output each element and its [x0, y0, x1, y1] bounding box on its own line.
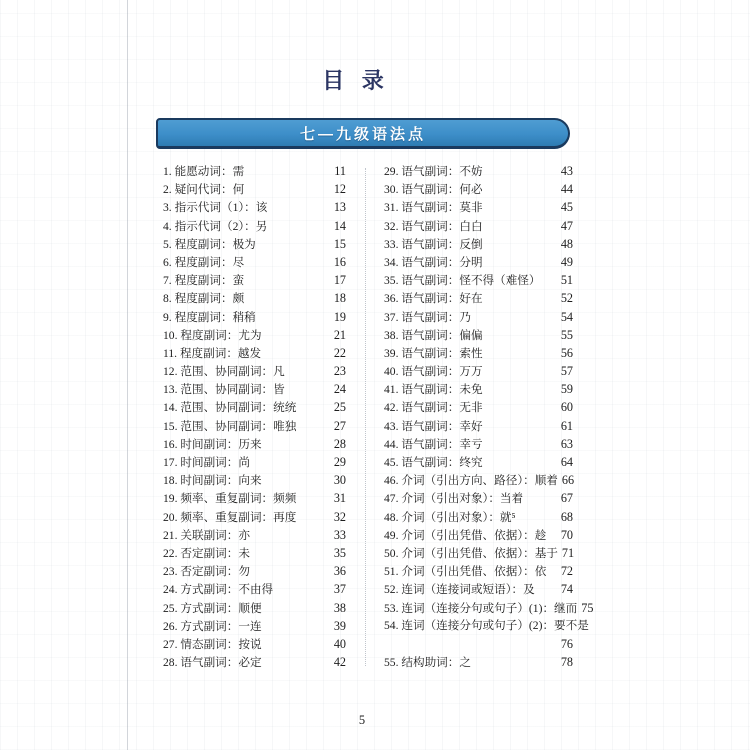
section-banner: [156, 118, 570, 149]
toc-entry: [384, 526, 573, 544]
toc-entry: [384, 162, 573, 180]
toc-entry-label: 27. 情态副词：按说: [163, 637, 262, 651]
toc-entry: [384, 253, 573, 271]
toc-entry-label: 5. 程度副词：极为: [163, 237, 256, 251]
toc-entry: [163, 180, 346, 198]
toc-entry-label: 50. 介词（引出凭借、依据）：基于: [384, 546, 558, 560]
toc-entry-page: 13: [333, 200, 346, 215]
toc-entry-label: 11. 程度副词：越发: [163, 346, 262, 360]
toc-entry-label: 14. 范围、协同副词：统统: [163, 401, 297, 415]
toc-entry-label: 2. 疑问代词：何: [163, 183, 245, 197]
toc-entry-label: 36. 语气副词：好在: [384, 292, 483, 306]
toc-entry-page: 11: [334, 164, 346, 178]
toc-entry-label: 17. 时间副词：尚: [163, 456, 250, 469]
toc-entry-page: 67: [560, 491, 573, 506]
toc-entry: [163, 289, 346, 307]
toc-entry-label: 19. 频率、重复副词：频频: [163, 492, 297, 506]
toc-entry-label: 31. 语气副词：莫非: [384, 201, 483, 215]
toc-entry-label: 41. 语气副词：未免: [384, 383, 483, 397]
toc-entry-label: 4. 指示代词（2）：另: [163, 219, 268, 233]
toc-entry-page: 44: [560, 182, 573, 197]
toc-entry: [163, 417, 346, 435]
toc-entry-label: 38. 语气副词：偏偏: [384, 328, 483, 342]
toc-entry-page: 30: [333, 473, 346, 488]
toc-entry-page: 28: [333, 436, 346, 451]
toc-entry: [163, 489, 346, 507]
toc-entry: [163, 162, 346, 180]
toc-entry-label: 43. 语气副词：幸好: [384, 419, 483, 433]
toc-entry: [384, 344, 573, 362]
page-title: 目 录: [322, 68, 390, 93]
toc-entry: [384, 198, 573, 216]
toc-entry-page: 60: [560, 400, 573, 415]
toc-entry-label: 30. 语气副词：何必: [384, 183, 483, 197]
toc-entry-label: 45. 语气副词：终究: [384, 456, 483, 469]
toc-entry: [163, 435, 346, 453]
toc-entry-page: 76: [560, 636, 573, 651]
toc-right-column: [384, 162, 594, 671]
toc-entry-page: 25: [333, 400, 346, 415]
toc-entry-label: 32. 语气副词：白白: [384, 219, 483, 233]
toc-entry-page: 18: [333, 291, 346, 306]
toc-entry-label: 6. 程度副词：尽: [163, 255, 245, 269]
toc-entry: [384, 217, 573, 235]
toc-entry-label: 21. 关联副词：亦: [163, 528, 250, 542]
toc-entry: [163, 453, 346, 471]
toc-entry-label: 18. 时间副词：向来: [163, 474, 262, 488]
toc-entry-label: 49. 介词（引出凭借、依据）：趁: [384, 528, 547, 542]
toc-entry-label: 8. 程度副词：颇: [163, 292, 245, 306]
toc-entry-label: 25. 方式副词：顺便: [163, 601, 262, 615]
toc-entry-page: 52: [560, 291, 573, 306]
toc-entry: [384, 635, 573, 653]
toc-entry-page: 61: [560, 418, 573, 433]
toc-entry-label: 3. 指示代词（1）：该: [163, 201, 268, 215]
toc-entry-label: 26. 方式副词：一连: [163, 619, 262, 633]
toc-entry: [384, 562, 573, 580]
toc-entry: [163, 653, 346, 671]
toc-entry: [384, 544, 573, 562]
toc-entry: [163, 471, 346, 489]
toc-entry-page: 39: [333, 618, 346, 633]
toc-entry-page: 43: [560, 164, 573, 178]
toc-entry: [384, 617, 589, 635]
toc-entry-label: 1. 能愿动词：需: [163, 165, 245, 178]
toc-entry-page: 68: [560, 509, 573, 524]
toc-entry-label: 37. 语气副词：乃: [384, 310, 471, 324]
toc-entry-page: 38: [333, 600, 346, 615]
toc-entry: [163, 562, 346, 580]
section-banner-label: 七—九级语法点: [299, 125, 426, 143]
toc-entry-label: 22. 否定副词：未: [163, 546, 250, 560]
toc-entry-page: 33: [333, 527, 346, 542]
toc-entry-page: 40: [333, 636, 346, 651]
toc-entry-page: 55: [560, 327, 573, 342]
toc-entry-page: 64: [560, 455, 573, 469]
toc-entry-label: 39. 语气副词：索性: [384, 346, 483, 360]
toc-entry-label: 55. 结构助词：之: [384, 656, 471, 670]
toc-entry-page: 15: [333, 236, 346, 251]
toc-entry-label: 40. 语气副词：万万: [384, 365, 483, 379]
toc-entry-label: 28. 语气副词：必定: [163, 656, 262, 670]
toc-entry-page: 56: [560, 345, 573, 360]
toc-entry-page: 37: [333, 582, 346, 597]
toc-entry-page: 27: [333, 418, 346, 433]
toc-entry-page: 31: [333, 491, 346, 506]
toc-entry-page: 57: [560, 364, 573, 379]
toc-entry-label: 35. 语气副词：怪不得（难怪）: [384, 274, 541, 288]
toc-entry-page: 74: [560, 582, 573, 597]
toc-entry-page: 47: [560, 218, 573, 233]
toc-entry: [163, 344, 346, 362]
page-edge-line: [127, 0, 128, 750]
toc-entry-page: 14: [333, 218, 346, 233]
toc-entry-label: 20. 频率、重复副词：再度: [163, 510, 297, 524]
toc-entry: [384, 417, 573, 435]
toc-entry: [163, 253, 346, 271]
toc-entry-page: 54: [560, 309, 573, 324]
toc-entry-label: 16. 时间副词：历来: [163, 437, 262, 451]
toc-entry-label: 48. 介词（引出对象）：就⁵: [384, 510, 516, 524]
toc-entry: [384, 599, 594, 617]
toc-entry-page: 36: [333, 564, 346, 579]
toc-entry-page: 78: [560, 655, 573, 670]
toc-entry: [163, 380, 346, 398]
toc-entry-label: 12. 范围、协同副词：凡: [163, 365, 285, 379]
toc-entry-label: 10. 程度副词：尤为: [163, 328, 262, 342]
toc-entry-label: 33. 语气副词：反倒: [384, 237, 483, 251]
toc-entry: [384, 435, 573, 453]
toc-entry: [163, 599, 346, 617]
toc-entry-label: 34. 语气副词：分明: [384, 255, 483, 269]
toc-entry-label: 47. 介词（引出对象）：当着: [384, 492, 524, 506]
column-divider: [365, 168, 366, 666]
toc-entry: [384, 653, 573, 671]
toc-entry: [163, 362, 346, 380]
toc-entry-page: 59: [560, 382, 573, 397]
toc-entry-label: 53. 连词（连接分句或句子）(1)：继而: [384, 601, 578, 615]
toc-entry-page: 51: [560, 273, 573, 288]
toc-entry-page: 17: [333, 273, 346, 288]
toc-entry: [163, 580, 346, 598]
toc-entry-page: 12: [333, 182, 346, 197]
toc-entry-page: 21: [333, 327, 346, 342]
toc-entry-label: 9. 程度副词：稍稍: [163, 310, 256, 324]
toc-entry: [384, 489, 573, 507]
toc-entry: [163, 326, 346, 344]
toc-entry-page: 19: [333, 309, 346, 324]
toc-entry-page: 70: [560, 527, 573, 542]
toc-entry: [163, 526, 346, 544]
toc-entry-page: 75: [581, 600, 594, 615]
toc-entry-page: 24: [333, 382, 346, 397]
toc-entry-label: 29. 语气副词：不妨: [384, 165, 483, 178]
toc-entry: [384, 180, 573, 198]
toc-entry: [163, 308, 346, 326]
toc-entry: [163, 617, 346, 635]
toc-entry: [163, 635, 346, 653]
toc-entry-page: 35: [333, 545, 346, 560]
toc-entry: [384, 289, 573, 307]
toc-entry-label: 24. 方式副词：不由得: [163, 583, 274, 597]
toc-entry-page: 71: [561, 545, 575, 560]
toc-entry: [163, 235, 346, 253]
toc-entry: [163, 508, 346, 526]
toc-entry-label: 54. 连词（连接分句或句子）(2)：要不是: [384, 618, 589, 632]
toc-entry-label: 13. 范围、协同副词：皆: [163, 383, 285, 397]
toc-entry-label: 52. 连词（连接词或短语）：及: [384, 583, 535, 597]
toc-entry: [384, 398, 573, 416]
toc-entry-label: 23. 否定副词：勿: [163, 565, 250, 579]
toc-entry: [384, 271, 573, 289]
toc-entry-page: 63: [560, 436, 573, 451]
toc-entry-page: 29: [333, 455, 346, 469]
toc-entry: [384, 508, 573, 526]
toc-left-column: [163, 162, 346, 671]
page-number: 5: [358, 713, 366, 727]
toc-entry-page: 66: [561, 473, 575, 488]
toc-entry-page: 16: [333, 254, 346, 269]
toc-entry: [384, 235, 573, 253]
toc-entry-label: 7. 程度副词：蛮: [163, 274, 245, 288]
toc-entry: [163, 398, 346, 416]
toc-entry-page: 32: [333, 509, 346, 524]
toc-entry-page: 48: [560, 236, 573, 251]
toc-entry-page: 23: [333, 364, 346, 379]
toc-entry: [163, 544, 346, 562]
toc-entry-page: 22: [333, 345, 346, 360]
toc-entry: [384, 326, 573, 344]
toc-entry: [384, 362, 573, 380]
toc-entry: [384, 380, 573, 398]
toc-entry-page: 49: [560, 254, 573, 269]
toc-entry-label: 46. 介词（引出方向、路径）：顺着: [384, 474, 558, 488]
toc-entry-label: 51. 介词（引出凭借、依据）：依: [384, 565, 547, 579]
toc-entry: [384, 308, 573, 326]
toc-entry: [163, 271, 346, 289]
toc-entry: [384, 453, 573, 471]
toc-entry-page: 72: [560, 564, 573, 579]
toc-entry-label: 42. 语气副词：无非: [384, 401, 483, 415]
toc-entry: [163, 198, 346, 216]
toc-entry-page: 45: [560, 200, 573, 215]
toc-entry-label: 44. 语气副词：幸亏: [384, 437, 483, 451]
toc-entry-page: 42: [333, 655, 346, 670]
toc-entry: [384, 471, 573, 489]
toc-entry: [384, 580, 573, 598]
toc-entry-label: 15. 范围、协同副词：唯独: [163, 419, 297, 433]
toc-entry: [163, 217, 346, 235]
